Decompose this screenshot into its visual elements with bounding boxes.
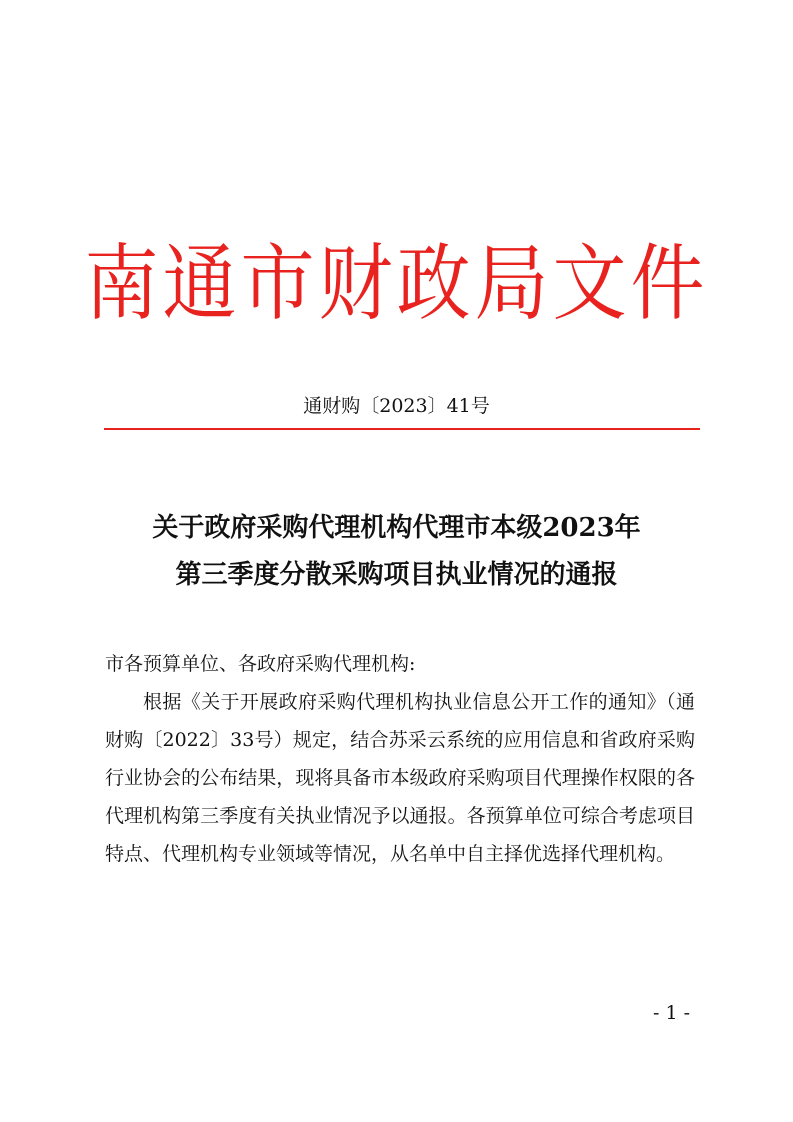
title-line-1: 关于政府采购代理机构代理市本级2023年 xyxy=(152,513,641,543)
red-separator-line xyxy=(104,428,700,430)
page-number: - 1 - xyxy=(652,1002,690,1024)
document-title xyxy=(100,505,693,599)
title-line-2: 第三季度分散采购项目执业情况的通报 xyxy=(175,560,618,590)
document-number: 通财购〔2023〕41号 xyxy=(303,395,490,417)
salutation: 市各预算单位、各政府采购代理机构: xyxy=(105,653,416,675)
document-body xyxy=(105,645,695,873)
document-masthead: 南通市财政局文件 xyxy=(84,235,709,333)
body-paragraph: 根据《关于开展政府采购代理机构执业信息公开工作的通知》（通财购〔2022〕33号）规定，结合苏采云系统的应用信息和省政府采购行业协会的公布结果，现将具备市本级政府采购项目代理操作权限的各代理机构第三季度有关执业情况予以通报。各预算单位可综合考虑项目特点、代理机构专业领域等情况，从名单中自主择优选择代理机构。 xyxy=(105,691,695,865)
